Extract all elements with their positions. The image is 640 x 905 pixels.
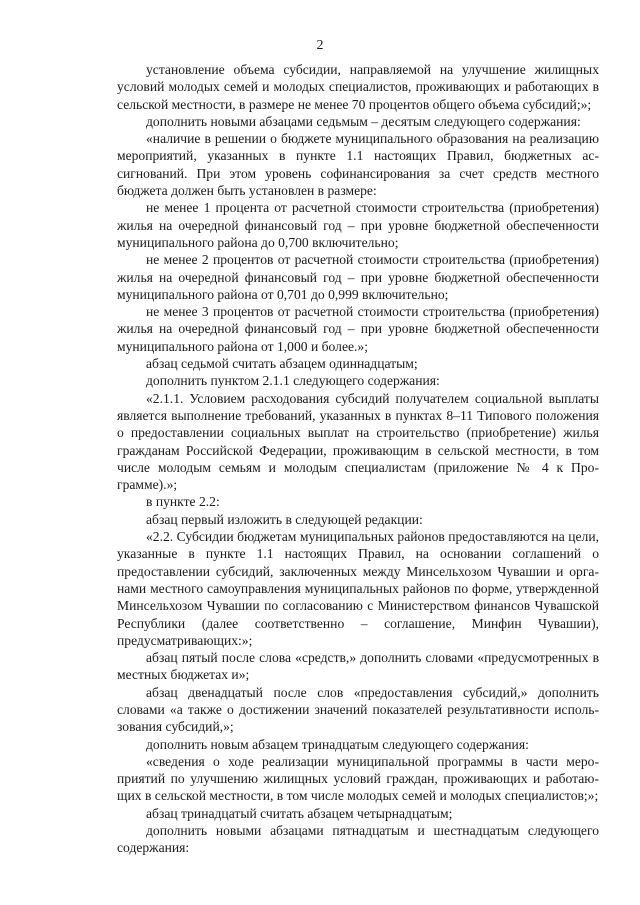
paragraph: «наличие в решении о бюджете муниципального образования на реализацию мероприятий, указанных в пункте 1.1 настоящих Правил, бюджетных ассигнований. При этом уровень софинансирования за счет средств местного бюджета должен быть установлен в размере:	[117, 131, 599, 199]
paragraph: не менее 2 процентов от расчетной стоимости строительства (приобретения) жилья на очередной финансовый год – при уровне бюджетной обеспеченности муниципального района от 0,701 до 0,999 включительно;	[117, 252, 599, 302]
paragraph: дополнить новым абзацем тринадцатым следующего содержания:	[146, 736, 529, 752]
paragraph: абзац первый изложить в следующей редакции:	[146, 511, 423, 527]
paragraph: абзац двенадцатый после слов «предоставления субсидий,» дополнить словами «а также о достижении значений показателей результативности использования субсидий,»;	[117, 684, 599, 735]
paragraph: дополнить новыми абзацами пятнадцатым и шестнадцатым следующего содержания:	[117, 823, 599, 856]
paragraph: абзац седьмой считать абзацем одиннадцатым;	[146, 356, 418, 372]
page-number: 2	[316, 38, 324, 53]
paragraph: не менее 3 процентов от расчетной стоимости строительства (приобретения) жилья на очередной финансовый год – при уровне бюджетной обеспеченности муниципального района от 1,000 и более.»;	[117, 304, 599, 354]
paragraph: абзац тринадцатый считать абзацем четырнадцатым;	[146, 805, 453, 821]
paragraph: установление объема субсидии, направляемой на улучшение жилищных условий молодых семей и молодых специалистов, проживающих и работающих в сельской местности, в размере не менее 70 процентов общего объема субсидий;»;	[117, 62, 599, 112]
paragraph: не менее 1 процента от расчетной стоимости строительства (приобретения) жилья на очередной финансовый год – при уровне бюджетной обеспеченности муниципального района до 0,700 включительно;	[117, 200, 599, 250]
document-body	[117, 61, 599, 857]
paragraph: «2.1.1. Условием расходования субсидий получателем социальной выплаты является выполнение требований, указанных в пунктах 8–11 Типового положения о предоставлении социальных выплат на строительство (приобретение) жилья гражданам Российской Федерации, проживающим в сельской местности, в том числе молодым семьям и молодым специалистам (приложение № 4 к Программе).»;	[117, 390, 599, 493]
paragraph: в пункте 2.2:	[146, 494, 220, 510]
paragraph: «2.2. Субсидии бюджетам муниципальных районов предоставляются на цели, указанные в пункте 1.1 настоящих Правил, на основании соглашений о предоставлении субсидий, заключенных между Минсельхозом Чувашии и органами местного самоуправления муниципальных районов по форме, утвержденной Минсельхозом Чувашии по согласованию с Министерством финансов Чувашской Республики (далее соответственно – соглашение, Минфин Чувашии), предусматривающих:»;	[117, 529, 599, 648]
paragraph: дополнить пунктом 2.1.1 следующего содержания:	[146, 373, 440, 389]
paragraph: дополнить новыми абзацами седьмым – десятым следующего содержания:	[146, 113, 581, 129]
paragraph: абзац пятый после слова «средств,» дополнить словами «предусмотренных в местных бюджетах и»;	[117, 650, 599, 683]
paragraph: «сведения о ходе реализации муниципальной программы в части мероприятий по улучшению жилищных условий граждан, проживающих и работающих в сельской местности, в том числе молодых семей и молодых специалистов;»;	[117, 753, 599, 804]
